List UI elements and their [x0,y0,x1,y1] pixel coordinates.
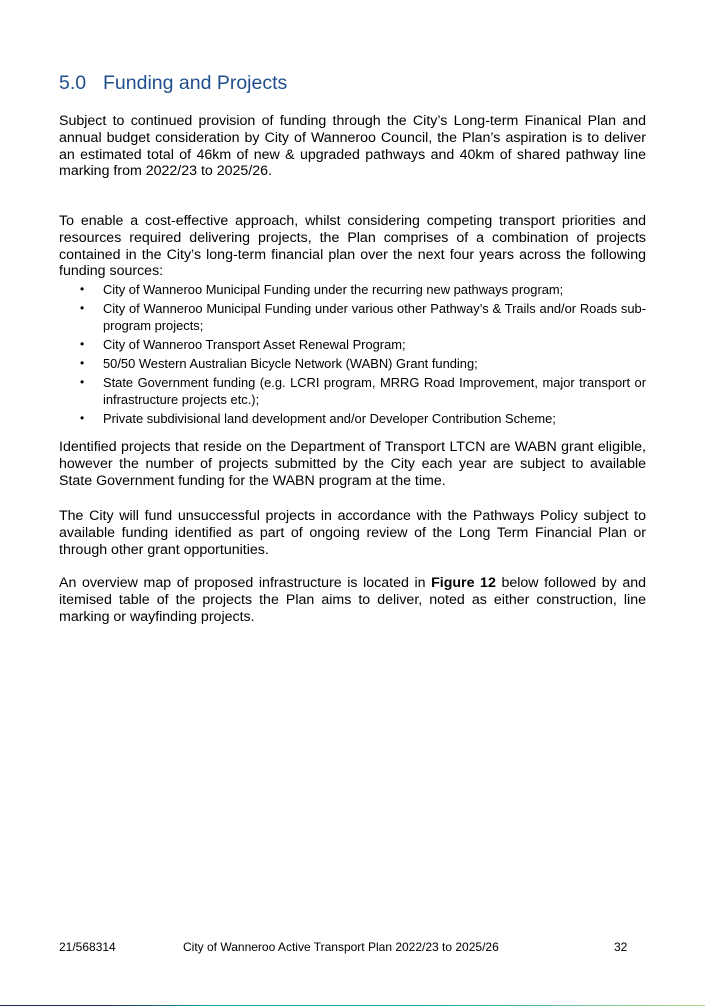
bullet-icon: • [80,300,85,315]
section-number: 5.0 [59,72,87,94]
footer-color-band [0,999,705,1006]
paragraph-overview-map: An overview map of proposed infrastructure is located in Figure 12 below followed by and itemised table of the projects the Plan aims to deliver, noted as either construction, line marking or wayfinding projects. [59,575,646,625]
funding-sources-list [59,281,646,429]
list-item: • City of Wanneroo Municipal Funding under various other Pathway’s & Trails and/or Roads sub-program projects; [80,300,646,334]
paragraph-approach: To enable a cost-effective approach, whilst considering competing transport priorities and resources required delivering projects, the Plan comprises of a combination of projects contained in the City’s long-term financial plan over the next four years across the following funding sources: [59,213,646,280]
section-title: Funding and Projects [103,72,288,94]
paragraph-unsuccessful-projects: The City will fund unsuccessful projects in accordance with the Pathways Policy subject to available funding identified as part of ongoing review of the Long Term Financial Plan or through other grant opportunities. [59,508,646,558]
footer-page-number: 32 [614,940,628,954]
list-item: • City of Wanneroo Transport Asset Renewal Program; [80,337,406,353]
list-item: • Private subdivisional land development and/or Developer Contribution Scheme; [80,411,556,427]
paragraph-funding-intro: Subject to continued provision of funding through the City’s Long-term Finanical Plan and annual budget consideration by City of Wanneroo Council, the Plan’s aspiration is to deliver an estimated total of 46km of new & upgraded pathways and 40km of shared pathway line marking from 2022/23 to 2025/26. [59,113,646,180]
bullet-icon: • [80,355,85,370]
footer-document-id: 21/568314 [59,940,116,954]
footer-document-title: City of Wanneroo Active Transport Plan 2022/23 to 2025/26 [183,940,499,954]
bullet-icon: • [80,411,85,426]
paragraph-wabn-eligibility: Identified projects that reside on the Department of Transport LTCN are WABN grant eligible, however the number of projects submitted by the City each year are subject to available State Government funding for the WABN program at the time. [59,439,646,489]
list-item: • City of Wanneroo Municipal Funding under the recurring new pathways program; [80,282,564,297]
bullet-icon: • [80,337,85,352]
bullet-icon: • [80,282,85,296]
bullet-icon: • [80,374,85,389]
list-item: • State Government funding (e.g. LCRI program, MRRG Road Improvement, major transport or infrastructure projects etc.); [80,374,646,408]
figure-reference: Figure 12 [431,575,496,591]
list-item: • 50/50 Western Australian Bicycle Network (WABN) Grant funding; [80,355,478,371]
section-heading [59,72,287,95]
